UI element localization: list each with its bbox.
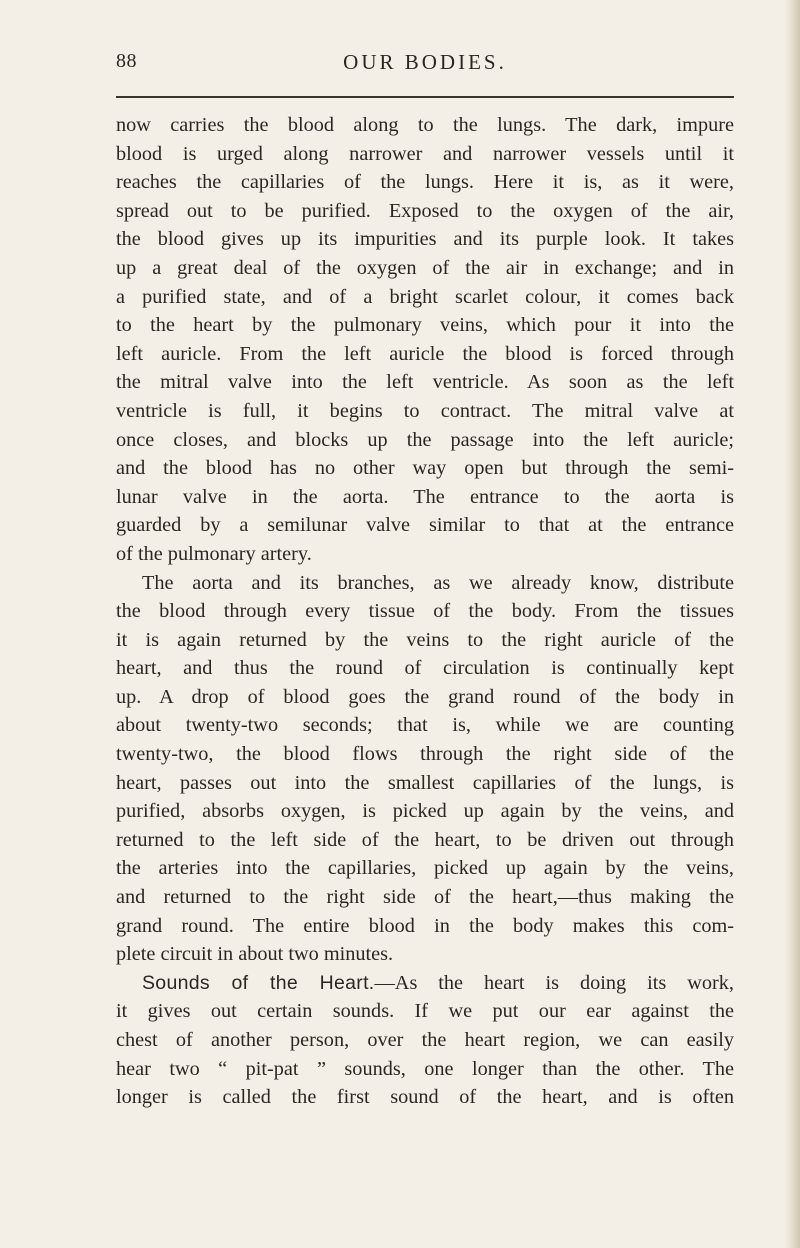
header-rule bbox=[116, 96, 734, 98]
text-line: guarded by a semilunar valve similar to that at the entrance bbox=[116, 514, 734, 537]
text-line: up. A drop of blood goes the grand round of the body in bbox=[116, 685, 734, 708]
page-header bbox=[116, 50, 734, 82]
text-line: of the pulmonary artery. bbox=[116, 542, 312, 565]
text-line: twenty-two, the blood flows through the right side of the bbox=[116, 743, 734, 766]
text-line: it is again returned by the veins to the right auricle of the bbox=[116, 628, 734, 651]
text-line: chest of another person, over the heart region, we can easily bbox=[116, 1029, 734, 1051]
text-line: it gives out certain sounds. If we put our ear against the bbox=[116, 1000, 734, 1023]
text-line: spread out to be purified. Exposed to the oxygen of the air, bbox=[116, 199, 734, 222]
text-line: heart, passes out into the smallest capillaries of the lungs, is bbox=[116, 771, 734, 794]
text-line: about twenty-two seconds; that is, while we are counting bbox=[116, 714, 734, 737]
text-line: purified, absorbs oxygen, is picked up again by the veins, and bbox=[116, 800, 734, 823]
text-line: blood is urged along narrower and narrower vessels until it bbox=[116, 142, 734, 165]
text-line: the mitral valve into the left ventricle. As soon as the left bbox=[116, 371, 734, 394]
text-line: a purified state, and of a bright scarlet colour, it comes back bbox=[116, 285, 734, 308]
page-edge-shadow bbox=[784, 0, 800, 1248]
text-line: returned to the left side of the heart, to be driven out through bbox=[116, 828, 734, 851]
page-number: 88 bbox=[116, 50, 137, 72]
text-line: the blood gives up its impurities and its purple look. It takes bbox=[116, 228, 734, 251]
text-line: grand round. The entire blood in the body makes this com- bbox=[116, 914, 734, 937]
text-line: and returned to the right side of the heart,—thus making the bbox=[116, 886, 734, 909]
text-line: lunar valve in the aorta. The entrance to the aorta is bbox=[116, 485, 734, 508]
text-line: The aorta and its branches, as we already know, distribute bbox=[142, 571, 734, 594]
section-first-line bbox=[116, 969, 734, 998]
text-line: the blood through every tissue of the body. From the tissues bbox=[116, 600, 734, 623]
text-line: plete circuit in about two minutes. bbox=[116, 943, 394, 966]
text-line: ventricle is full, it begins to contract. The mitral valve at bbox=[116, 399, 734, 422]
text-line: and the blood has no other way open but through the semi- bbox=[116, 457, 734, 480]
body-text bbox=[116, 111, 734, 1112]
running-head: OUR BODIES. bbox=[343, 50, 507, 74]
text-line: heart, and thus the round of circulation is continually kept bbox=[116, 657, 734, 680]
text-line: once closes, and blocks up the passage into the left auricle; bbox=[116, 428, 734, 451]
section-heading: Sounds of the Heart. bbox=[142, 971, 375, 994]
text-line: the arteries into the capillaries, picked up again by the veins, bbox=[116, 857, 734, 880]
text-line: to the heart by the pulmonary veins, which pour it into the bbox=[116, 314, 734, 337]
text-line: hear two “ pit-pat ” sounds, one longer than the other. The bbox=[116, 1057, 734, 1080]
text-line: now carries the blood along to the lungs. The dark, impure bbox=[116, 114, 734, 136]
section-first-line-text: —As the heart is doing its work, bbox=[374, 971, 734, 994]
text-line: reaches the capillaries of the lungs. Here it is, as it were, bbox=[116, 171, 734, 194]
text-line: longer is called the first sound of the heart, and is often bbox=[116, 1086, 734, 1109]
text-line: left auricle. From the left auricle the blood is forced through bbox=[116, 342, 734, 365]
text-line: up a great deal of the oxygen of the air in exchange; and in bbox=[116, 256, 734, 279]
